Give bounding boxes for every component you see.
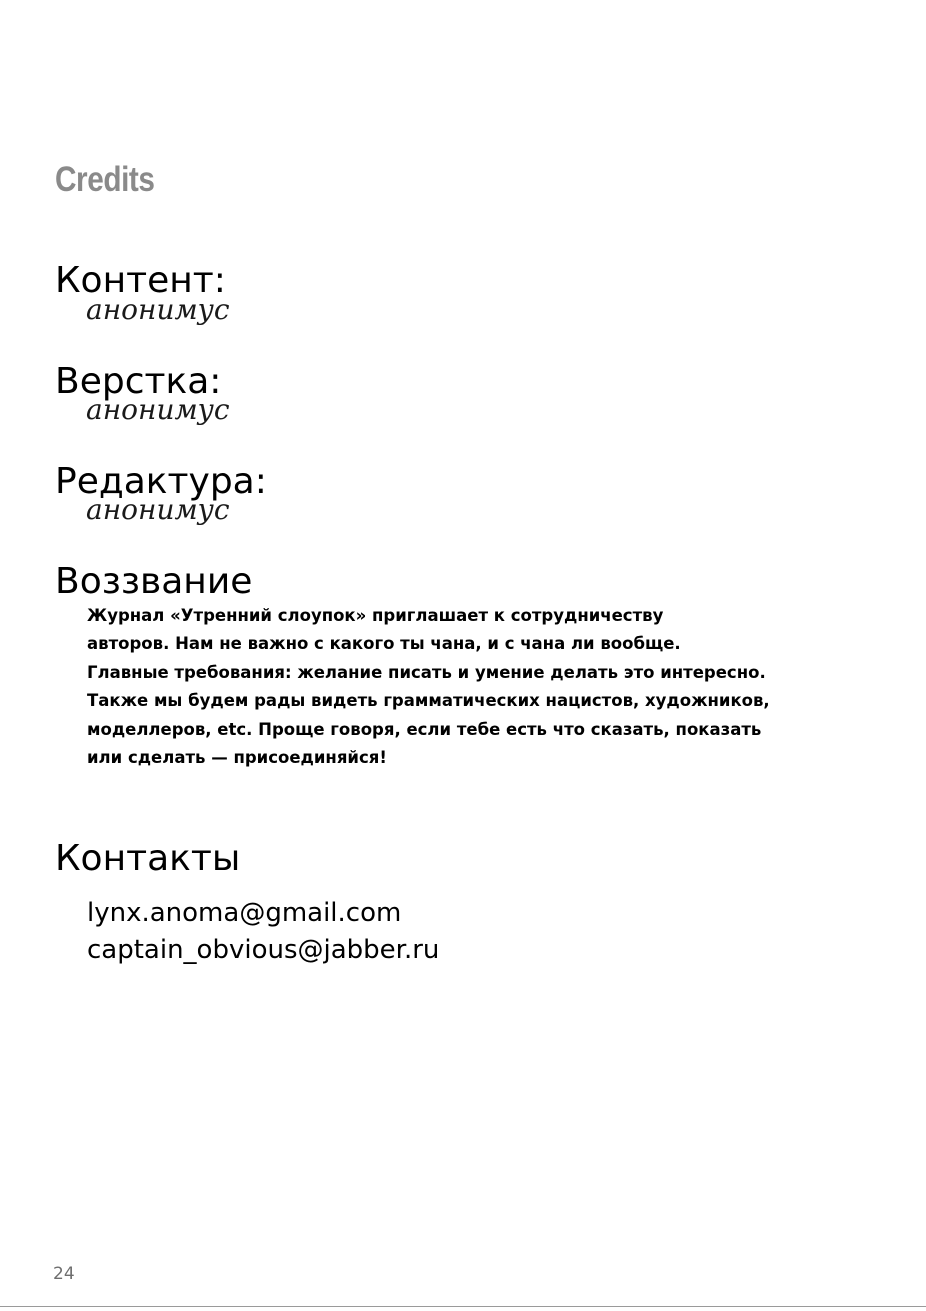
contact-jabber[interactable]: captain_obvious@jabber.ru xyxy=(87,935,440,965)
content-credit-label: Контент: xyxy=(55,260,226,301)
page-title: Credits xyxy=(55,160,155,199)
page-number: 24 xyxy=(53,1264,75,1284)
appeal-line: Также мы будем рады видеть грамматических нацистов, художников, xyxy=(87,691,770,711)
appeal-text xyxy=(87,602,787,772)
appeal-line: моделлеров, etc. Проще говоря, если тебе есть что сказать, показать xyxy=(87,719,762,739)
editing-credit-label: Редактура: xyxy=(55,461,267,502)
content-credit-value: анонимус xyxy=(86,293,230,326)
appeal-line: авторов. Нам не важно с какого ты чана, и с чана ли вообще. xyxy=(87,634,681,654)
contact-email[interactable]: lynx.anoma@gmail.com xyxy=(87,898,402,928)
layout-credit-value: анонимус xyxy=(86,393,230,426)
editing-credit-value: анонимус xyxy=(86,493,230,526)
appeal-line: или сделать — присоединяйся! xyxy=(87,748,387,768)
layout-credit-label: Верстка: xyxy=(55,361,222,402)
appeal-title: Воззвание xyxy=(55,561,253,602)
appeal-line: Главные требования: желание писать и умение делать это интересно. xyxy=(87,662,766,682)
bottom-divider xyxy=(0,1306,926,1307)
contacts-title: Контакты xyxy=(55,838,241,879)
appeal-line: Журнал «Утренний слоупок» приглашает к сотрудничеству xyxy=(87,606,664,625)
